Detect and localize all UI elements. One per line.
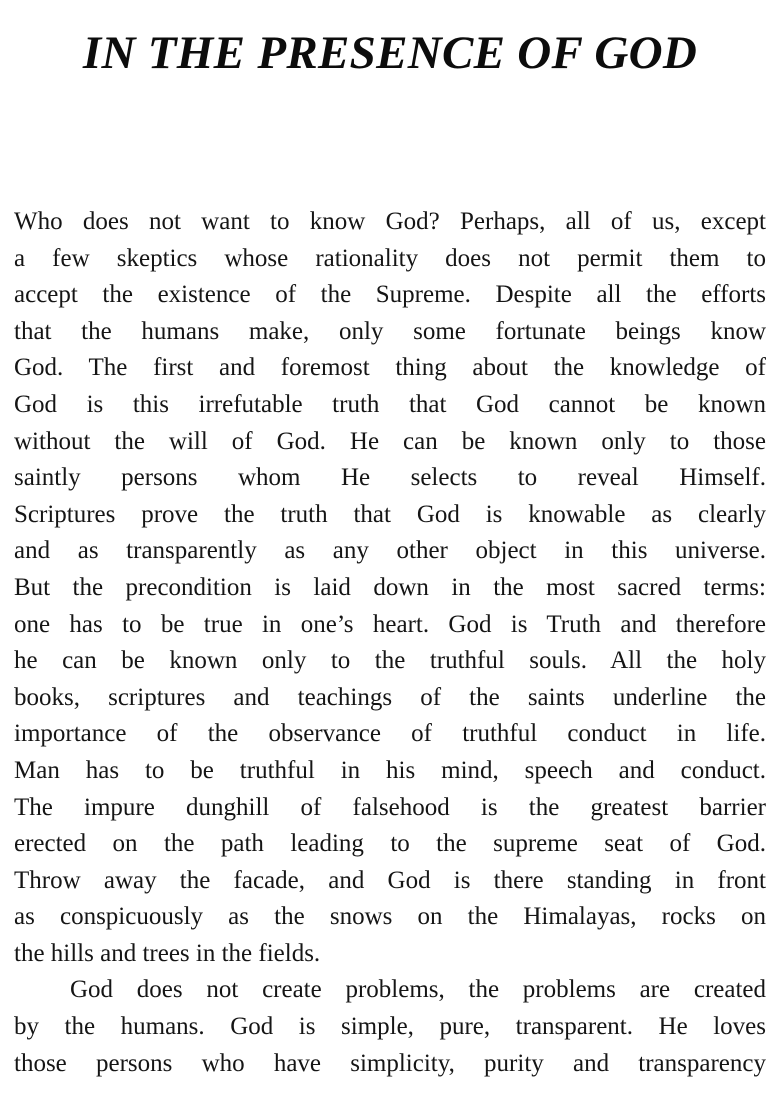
paragraph-2 bbox=[14, 972, 766, 1082]
text-line: God. The first and foremost thing about the knowledge of bbox=[14, 354, 766, 382]
text-line: he can be known only to the truthful souls. All the holy bbox=[14, 647, 766, 675]
text-line: by the humans. God is simple, pure, transparent. He loves bbox=[14, 1013, 766, 1041]
body-text bbox=[14, 204, 766, 1082]
text-line: importance of the observance of truthful conduct in life. bbox=[14, 720, 766, 748]
text-line: the hills and trees in the fields. bbox=[14, 939, 321, 967]
text-line: books, scriptures and teachings of the saints underline the bbox=[14, 683, 766, 711]
text-line: one has to be true in one’s heart. God is Truth and therefore bbox=[14, 610, 766, 638]
text-line: a few skeptics whose rationality does not permit them to bbox=[14, 244, 766, 272]
text-line: accept the existence of the Supreme. Despite all the efforts bbox=[14, 281, 766, 309]
text-line: God is this irrefutable truth that God cannot be known bbox=[14, 390, 766, 418]
text-line: Man has to be truthful in his mind, speech and conduct. bbox=[14, 756, 766, 784]
text-line: Who does not want to know God? Perhaps, all of us, except bbox=[14, 208, 766, 235]
text-line: without the will of God. He can be known only to those bbox=[14, 427, 766, 455]
text-line: saintly persons whom He selects to reveal Himself. bbox=[14, 464, 766, 492]
text-line: God does not create problems, the problems are created bbox=[70, 976, 766, 1004]
text-line: that the humans make, only some fortunate beings know bbox=[14, 317, 766, 345]
text-line: as conspicuously as the snows on the Himalayas, rocks on bbox=[14, 903, 766, 931]
text-line: Scriptures prove the truth that God is knowable as clearly bbox=[14, 500, 766, 528]
page-title: IN THE PRESENCE OF GOD bbox=[82, 27, 698, 79]
text-line: But the precondition is laid down in the most sacred terms: bbox=[14, 573, 766, 601]
paragraph-1 bbox=[14, 204, 766, 972]
text-line: The impure dunghill of falsehood is the greatest barrier bbox=[14, 793, 766, 821]
text-line: those persons who have simplicity, purity and transparency bbox=[14, 1049, 766, 1077]
text-line: Throw away the facade, and God is there standing in front bbox=[14, 866, 766, 894]
text-line: and as transparently as any other object in this universe. bbox=[14, 537, 766, 565]
text-line: erected on the path leading to the supreme seat of God. bbox=[14, 830, 766, 858]
